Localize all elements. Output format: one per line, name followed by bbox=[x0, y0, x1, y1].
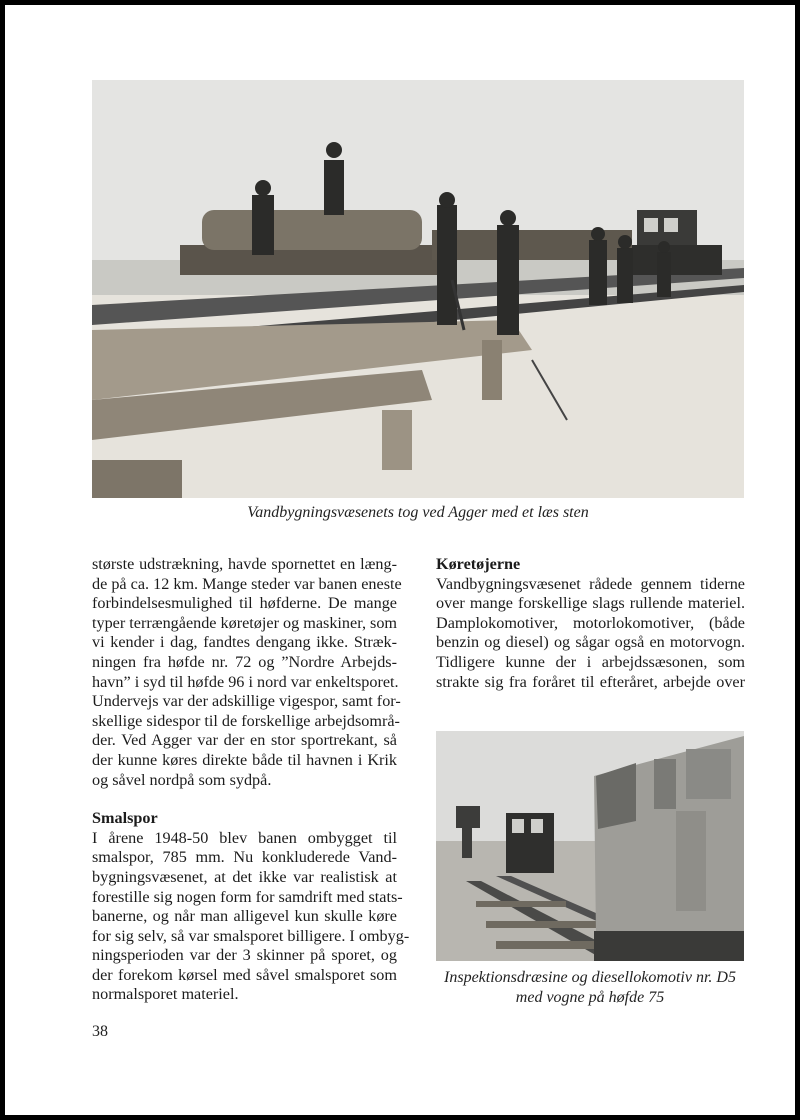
locomotive-photo-drawing bbox=[436, 731, 744, 961]
locomotive-photo bbox=[436, 731, 744, 961]
intro-paragraph bbox=[92, 555, 402, 790]
text-line: vi kender i dag, fandtes dengang ikke. Stræk- bbox=[92, 633, 397, 652]
figure-caption-bottom bbox=[436, 968, 744, 1008]
text-line: der forekom kørsel med såvel smalsporet som bbox=[92, 965, 397, 984]
text-line: Damplokomotiver, motorlokomotiver, (både bbox=[436, 613, 745, 632]
text-line: skellige sidespor til de forskellige arbejdsområ- bbox=[92, 711, 400, 730]
text-line: Undervejs var der adskillige vigespor, samt for- bbox=[92, 692, 401, 711]
section-heading-smalspor: Smalspor bbox=[92, 809, 158, 828]
text-line: der. Ved Agger var der en stor sportrekant, så bbox=[92, 731, 397, 750]
caption-line: Inspektionsdræsine og diesellokomotiv nr. D5 bbox=[444, 969, 736, 986]
page-number: 38 bbox=[92, 1023, 108, 1040]
text-line: havn” i syd til høfde 96 i nord var enkeltsporet. bbox=[92, 672, 399, 691]
text-line: forestille sig nogen form for samdrift med stats- bbox=[92, 887, 403, 906]
left-column bbox=[92, 555, 410, 1005]
caption-line: med vogne på høfde 75 bbox=[515, 989, 665, 1006]
text-line: de på ca. 12 km. Mange steder var banen eneste bbox=[92, 574, 402, 593]
text-line: ningsperioden var der 3 skinner på sporet, og bbox=[92, 946, 397, 965]
text-line: og såvel nordpå som sydpå. bbox=[92, 770, 272, 789]
text-line: I årene 1948-50 blev banen ombygget til bbox=[92, 828, 397, 847]
text-line: strakte sig fra foråret til efteråret, arbejde over bbox=[436, 672, 745, 691]
right-column bbox=[436, 555, 745, 692]
text-line: bygningsvæsenet, at det ikke var realistisk at bbox=[92, 867, 397, 886]
text-line: normalsporet materiel. bbox=[92, 985, 239, 1004]
text-line: banerne, og når man alligevel kun skulle køre bbox=[92, 907, 397, 926]
section-heading-koretojerne: Køretøjerne bbox=[436, 555, 521, 573]
text-line: der kunne køres direkte både til havnen i Krik bbox=[92, 750, 397, 769]
text-line: over mange forskellige slags rullende materiel. bbox=[436, 594, 745, 613]
text-line: benzin og diesel) og sågar også en motorvogn. bbox=[436, 633, 745, 652]
text-line: ningen fra høfde nr. 72 og ”Nordre Arbejds- bbox=[92, 652, 397, 671]
text-line: typer terrængående køretøjer og maskiner, som bbox=[92, 613, 398, 632]
text-line: Vandbygningsvæsenet rådede gennem tiderne bbox=[436, 574, 745, 593]
text-line: Tidligere kunne der i arbejdssæsonen, som bbox=[436, 652, 745, 671]
text-line: for sig selv, så var smalsporet billigere. I ombyg- bbox=[92, 926, 410, 945]
text-line: smalspor, 785 mm. Nu konkluderede Vand- bbox=[92, 848, 397, 867]
koretojerne-paragraph bbox=[436, 575, 745, 693]
text-line: forbindelsesmulighed til høfderne. De mange bbox=[92, 594, 397, 613]
train-photo-drawing bbox=[92, 80, 744, 498]
figure-caption-top: Vandbygningsvæsenets tog ved Agger med et læs sten bbox=[247, 504, 589, 521]
text-line: største udstrækning, havde spornettet en læng- bbox=[92, 555, 397, 573]
smalspor-paragraph bbox=[92, 828, 410, 1005]
train-photo bbox=[92, 80, 744, 498]
